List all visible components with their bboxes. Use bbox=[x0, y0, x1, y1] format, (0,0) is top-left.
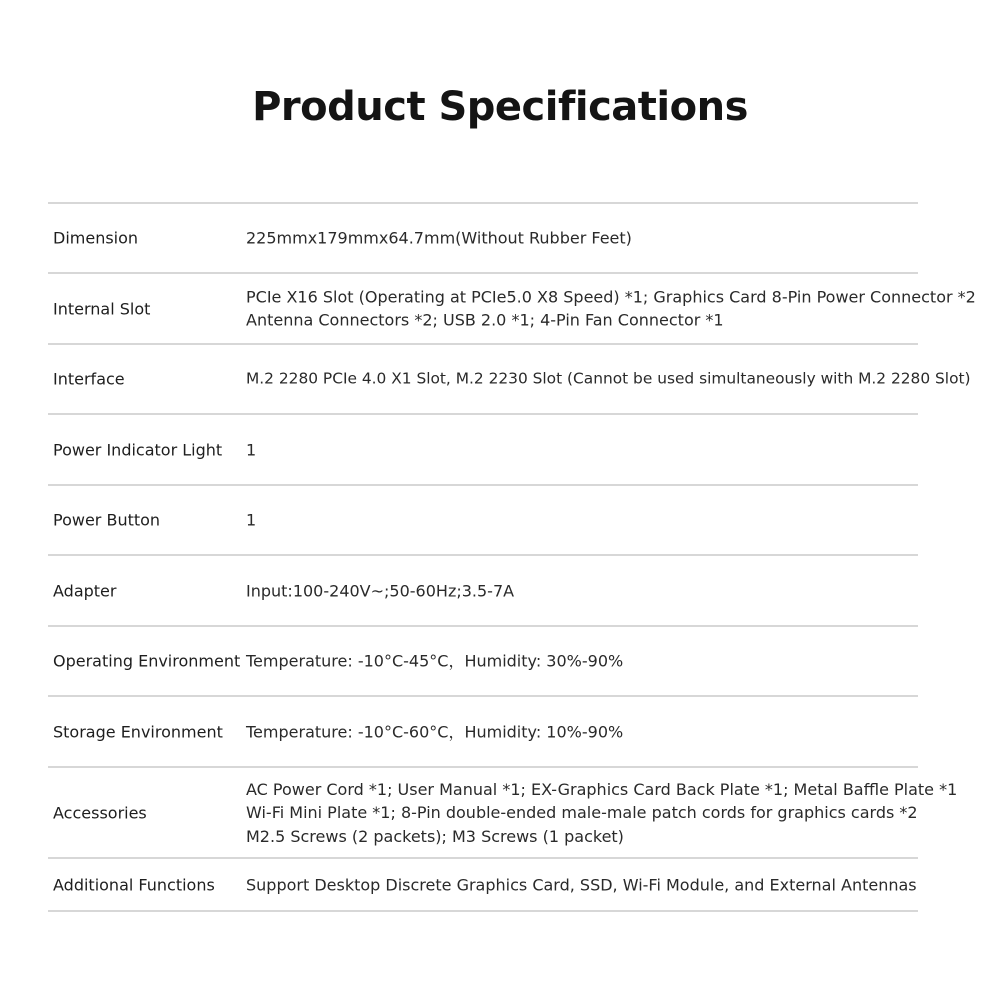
spec-row-accessories bbox=[48, 768, 958, 859]
spec-value-line: 225mmx179mmx64.7mm(Without Rubber Feet) bbox=[246, 228, 632, 248]
spec-value-line: Wi-Fi Mini Plate *1; 8-Pin double-ended male-male patch cords for graphics cards *2 bbox=[246, 802, 918, 822]
spec-value-line: M2.5 Screws (2 packets); M3 Screws (1 packet) bbox=[246, 826, 624, 846]
spec-label: Additional Functions bbox=[53, 875, 215, 894]
spec-label: Internal Slot bbox=[53, 299, 151, 318]
spec-value-line: Temperature: -10°C-60°C，Humidity: 10%-90% bbox=[246, 721, 624, 741]
spec-label: Accessories bbox=[53, 803, 147, 822]
spec-value bbox=[246, 508, 256, 532]
spec-value bbox=[246, 226, 632, 250]
page-title: Product Specifications bbox=[252, 84, 748, 130]
spec-label: Operating Environment bbox=[53, 651, 241, 671]
spec-value bbox=[246, 720, 623, 744]
spec-row-interface bbox=[48, 345, 971, 415]
spec-value bbox=[246, 285, 976, 332]
spec-row-additional-functions bbox=[48, 859, 918, 912]
spec-value-line: Temperature: -10°C-45°C，Humidity: 30%-90% bbox=[246, 651, 624, 671]
spec-value bbox=[246, 367, 971, 391]
spec-value-line: 1 bbox=[246, 510, 257, 530]
spec-value bbox=[246, 579, 514, 603]
spec-value-line: PCIe X16 Slot (Operating at PCIe5.0 X8 Speed) *1; Graphics Card 8-Pin Power Connector *2 bbox=[246, 287, 976, 306]
spec-label: Power Button bbox=[53, 510, 161, 530]
spec-label: Storage Environment bbox=[53, 722, 223, 741]
spec-value bbox=[246, 649, 623, 673]
spec-value-line: AC Power Cord *1; User Manual *1; EX-Graphics Card Back Plate *1; Metal Baffle Plate *1 bbox=[246, 779, 958, 799]
spec-row-adapter bbox=[48, 556, 918, 627]
spec-table bbox=[48, 202, 976, 912]
spec-value-line: Support Desktop Discrete Graphics Card, SSD, Wi-Fi Module, and External Antennas bbox=[246, 874, 917, 894]
spec-value-line: Input:100-240V~;50-60Hz;3.5-7A bbox=[246, 580, 515, 600]
spec-label: Adapter bbox=[53, 581, 117, 600]
spec-value-line: Antenna Connectors *2; USB 2.0 *1; 4-Pin Fan Connector *1 bbox=[246, 310, 724, 330]
spec-row-power-indicator-light bbox=[48, 415, 918, 486]
spec-row-power-button bbox=[48, 486, 918, 556]
spec-row-internal-slot bbox=[48, 274, 976, 345]
spec-row-operating-environment bbox=[48, 627, 918, 697]
spec-value-line: M.2 2280 PCIe 4.0 X1 Slot, M.2 2230 Slot (Cannot be used simultaneously with M.2 2280 Slot) bbox=[246, 369, 971, 388]
spec-label: Power Indicator Light bbox=[53, 440, 223, 459]
spec-row-dimension bbox=[48, 204, 918, 274]
spec-row-storage-environment bbox=[48, 697, 918, 768]
spec-value bbox=[246, 777, 957, 848]
spec-value-line: 1 bbox=[246, 439, 257, 459]
spec-label: Interface bbox=[53, 369, 125, 389]
spec-value bbox=[246, 873, 917, 897]
spec-label: Dimension bbox=[53, 228, 139, 248]
spec-value bbox=[246, 438, 256, 462]
